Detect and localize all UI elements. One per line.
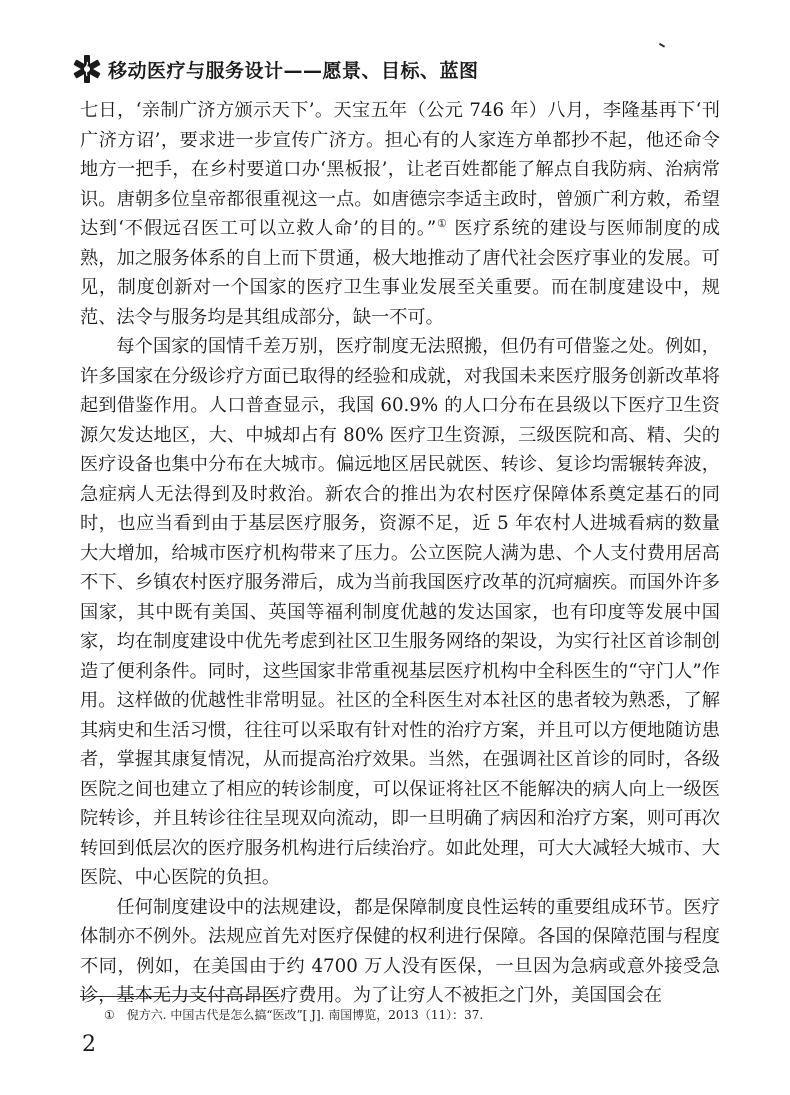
paragraph-1-text-before: 七日，‘亲制广济方颁示天下’。天宝五年（公元 746 年）八月，李隆基再下‘刊广济方诏’，要求进一步宣传广济方。担心有的人家连方单都抄不起，他还命令地方一把手，在乡村要道口办‘黑板报’，让老百姓都能了解点自我防病、治病常识。唐朝多位皇帝都很重视这一点。如唐德宗李适主政时，曾颁广利方敕，希望达到‘不假远召医工可以立救人命’的目的。” [80, 100, 720, 239]
paragraph-2: 每个国家的国情千差万别，医疗制度无法照搬，但仍有可借鉴之处。例如，许多国家在分级诊疗方面已取得的经验和成就，对我国未来医疗服务创新改革将起到借鉴作用。人口普查显示，我国 60.9% 的人口分布在县级以下医疗卫生资源欠发达地区，大、中城却占有 80% 医疗卫生资源，三级医院和高、精、尖的医疗设备也集中分布在大城市。偏远地区居民就医、转诊、复诊均需辗转奔波，急症病人无法得到及时救治。新农合的推出为农村医疗保障体系奠定基石的同时，也应当看到由于基层医疗服务，资源不足，近 5 年农村人进城看病的数量大大增加，给城市医疗机构带来了压力。公立医院人满为患、个人支付费用居高不下、乡镇农村医疗服务滞后，成为当前我国医疗改革的沉疴痼疾。而国外许多国家，其中既有美国、英国等福利制度优越的发达国家，也有印度等发展中国家，均在制度建设中优先考虑到社区卫生服务网络的架设，为实行社区首诊制创造了便利条件。同时，这些国家非常重视基层医疗机构中全科医生的“守门人”作用。这样做的优越性非常明显。社区的全科医生对本社区的患者较为熟悉，了解其病史和生活习惯，往往可以采取有针对性的治疗方案，并且可以方便地随访患者，掌握其康复情况，从而提高治疗效果。当然，在强调社区首诊的同时，各级医院之间也建立了相应的转诊制度，可以保证将社区不能解决的病人向上一级医院转诊，并且转诊往往呈现双向流动，即一旦明确了病因和治疗方案，则可再次转回到低层次的医疗服务机构进行后续治疗。如此处理，可大大减轻大城市、大医院、中心医院的负担。 [80, 336, 720, 888]
footnote-marker: ① [104, 1008, 115, 1022]
body-text [80, 96, 720, 1011]
footnote-text: 倪方六. 中国古代是怎么搞“医改”[ J]. 南国博览，2013（11）：37. [126, 1008, 484, 1022]
scan-mark [657, 43, 665, 51]
page-number: 2 [82, 1032, 96, 1057]
paragraph-1-text-after: 医疗系统的建设与医师制度的成熟，加之服务体系的自上而下贯通，极大地推动了唐代社会医疗事业的发展。可见，制度创新对一个国家的医疗卫生事业发展至关重要。而在制度建设中，规范、法令与服务均是其组成部分，缺一不可。 [80, 218, 720, 328]
paragraph-3: 任何制度建设中的法规建设，都是保障制度良性运转的重要组成环节。医疗体制亦不例外。法规应首先对医疗保健的权利进行保障。各国的保障范围与程度不同，例如，在美国由于约 4700 万人没有医保，一旦因为急病或意外接受急诊，基本无力支付高昂医疗费用。为了让穷人不被拒之门外，美国国会在 [80, 896, 720, 1006]
footnote [80, 1006, 720, 1024]
footnote-divider [80, 996, 280, 997]
medical-star-icon [72, 54, 102, 84]
header-title: 移动医疗与服务设计——愿景、目标、蓝图 [108, 59, 479, 82]
footnote-reference[interactable]: ① [436, 216, 448, 230]
paragraph-1 [80, 96, 720, 332]
running-header [72, 52, 479, 86]
